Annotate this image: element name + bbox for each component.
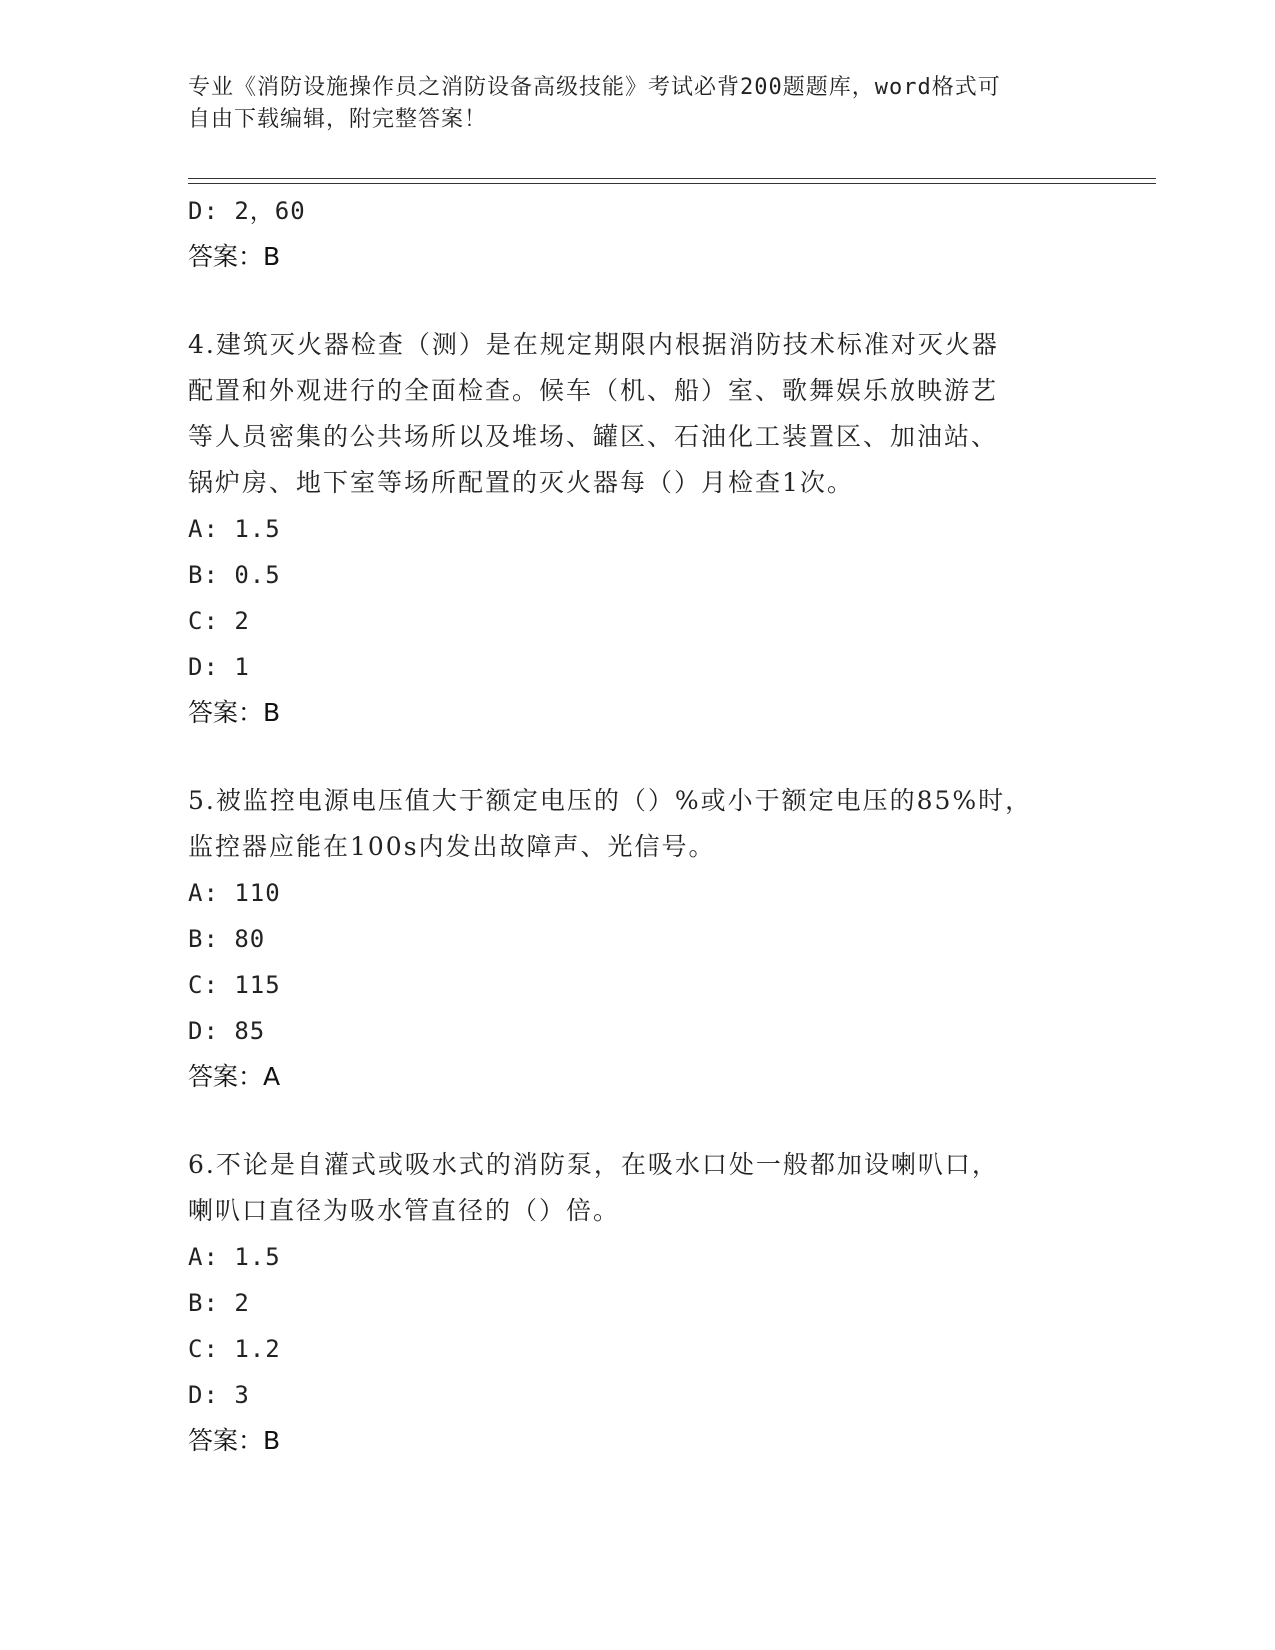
option-a: A: 110: [188, 879, 281, 907]
question-list: [188, 188, 1068, 1464]
question-5: [188, 778, 1068, 1100]
spacer: [188, 280, 1068, 322]
option-d: D: 3: [188, 1381, 250, 1409]
option-d: D: 85: [188, 1017, 266, 1045]
option-b: B: 2: [188, 1289, 250, 1317]
stem-line: 等人员密集的公共场所以及堆场、罐区、石油化工装置区、加油站、: [188, 422, 999, 451]
header-divider: [188, 178, 1156, 184]
header-line-2: 自由下载编辑，附完整答案！: [188, 107, 488, 132]
answer-line: 答案：A: [188, 1062, 281, 1091]
option-d: D: 2，60: [188, 197, 306, 225]
spacer: [188, 1100, 1068, 1142]
question-4: [188, 322, 1068, 736]
stem-line: 喇叭口直径为吸水管直径的（）倍。: [188, 1196, 621, 1225]
option-d: D: 1: [188, 653, 250, 681]
stem-line: 监控器应能在100s内发出故障声、光信号。: [188, 832, 716, 861]
option-c: C: 2: [188, 607, 250, 635]
stem-line: 4.建筑灭火器检查（测）是在规定期限内根据消防技术标准对灭火器: [188, 330, 999, 359]
option-b: B: 80: [188, 925, 266, 953]
answer-line: 答案：B: [188, 242, 281, 271]
stem-line: 6.不论是自灌式或吸水式的消防泵，在吸水口处一般都加设喇叭口，: [188, 1150, 999, 1179]
answer-line: 答案：B: [188, 1426, 281, 1455]
question-3-tail: [188, 188, 1068, 280]
option-c: C: 1.2: [188, 1335, 281, 1363]
option-a: A: 1.5: [188, 515, 281, 543]
question-6: [188, 1142, 1068, 1464]
spacer: [188, 736, 1068, 778]
answer-line: 答案：B: [188, 698, 281, 727]
option-a: A: 1.5: [188, 1243, 281, 1271]
question-stem: [188, 1142, 1068, 1234]
stem-line: 锅炉房、地下室等场所配置的灭火器每（）月检查1次。: [188, 468, 854, 497]
header-line-1: 专业《消防设施操作员之消防设备高级技能》考试必背200题题库，word格式可: [188, 75, 1001, 100]
question-stem: [188, 778, 1068, 870]
stem-line: 5.被监控电源电压值大于额定电压的（）%或小于额定电压的85%时，: [188, 786, 1033, 815]
option-c: C: 115: [188, 971, 281, 999]
document-header: [188, 72, 1088, 136]
option-b: B: 0.5: [188, 561, 281, 589]
stem-line: 配置和外观进行的全面检查。候车（机、船）室、歌舞娱乐放映游艺: [188, 376, 999, 405]
question-stem: [188, 322, 1068, 506]
